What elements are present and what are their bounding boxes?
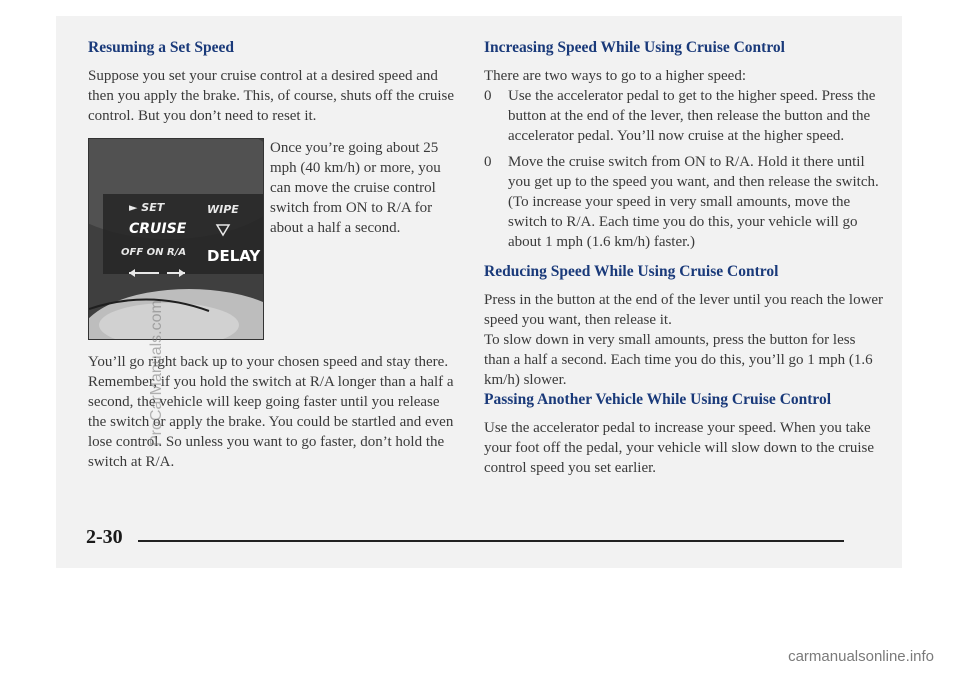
cruise-label: CRUISE xyxy=(129,221,187,237)
right-column xyxy=(484,38,884,478)
increasing-intro-paragraph: There are two ways to go to a higher speed: xyxy=(484,68,746,84)
watermark-text: ProCarManuals.com xyxy=(148,300,165,446)
bullet-glyph: 0 xyxy=(484,88,492,104)
list-item-text: Use the accelerator pedal to get to the higher speed. Press the button at the end of the lever, then release the button and the accelerator pedal. You’ll now cruise at the higher speed. xyxy=(508,88,876,144)
wipe-label: WIPE xyxy=(207,203,239,216)
list-item-text: Move the cruise switch from ON to R/A. Hold it there until you get up to the speed you want, and then release the switch. (To increase your speed in very small amounts, move the switch to R/A. Each time you do this, your vehicle will go about 1 mph (1.6 km/h) faster.) xyxy=(508,154,879,250)
reducing-paragraph-1: Press in the button at the end of the lever until you reach the lower speed you want, then release it. xyxy=(484,292,884,328)
heading-increasing-speed: Increasing Speed While Using Cruise Control xyxy=(484,39,785,56)
resuming-intro-paragraph: Suppose you set your cruise control at a desired speed and then you apply the brake. This, of course, shuts off the cruise control. But you don’t need to reset it. xyxy=(88,68,455,124)
cruise-switch-figure xyxy=(88,138,458,338)
footer-rule xyxy=(138,540,844,542)
site-watermark: carmanualsonline.info xyxy=(788,648,934,665)
delay-label: DELAY xyxy=(207,247,261,265)
heading-reducing-speed: Reducing Speed While Using Cruise Control xyxy=(484,263,779,280)
figure-caption-text: Once you’re going about 25 mph (40 km/h) or more, you can move the cruise control switch from ON to R/A for about a half a second. xyxy=(270,140,441,236)
bullet-glyph: 0 xyxy=(484,154,492,170)
off-on-ra-label: OFF ON R/A xyxy=(121,247,187,258)
cruise-control-switch-photo xyxy=(88,138,264,340)
heading-passing-vehicle: Passing Another Vehicle While Using Cruise Control xyxy=(484,391,832,408)
heading-resuming-set-speed: Resuming a Set Speed xyxy=(88,39,234,56)
remember-warning-paragraph: Remember, if you hold the switch at R/A longer than a half a second, the vehicle will keep going faster until you release the switch or apply the brake. You could be startled and even lose control. So unless you want to go faster, don’t hold the switch at R/A. xyxy=(88,374,454,470)
increase-methods-list xyxy=(484,86,884,252)
page-number: 2-30 xyxy=(86,526,123,548)
list-item xyxy=(484,152,884,252)
switch-illustration xyxy=(89,139,263,339)
resume-result-paragraph: You’ll go right back up to your chosen speed and stay there. xyxy=(88,354,449,370)
passing-paragraph: Use the accelerator pedal to increase your speed. When you take your foot off the pedal, your vehicle will slow down to the cruise control speed you set earlier. xyxy=(484,420,875,476)
page-footer xyxy=(56,524,902,554)
list-item xyxy=(484,86,884,146)
left-column xyxy=(88,38,458,472)
set-label: ► SET xyxy=(129,201,165,214)
manual-page xyxy=(56,16,902,568)
reducing-paragraph-2: To slow down in very small amounts, press the button for less than a half a second. Each time you do this, you’ll go 1 mph (1.6 km/h) slower. xyxy=(484,332,873,388)
